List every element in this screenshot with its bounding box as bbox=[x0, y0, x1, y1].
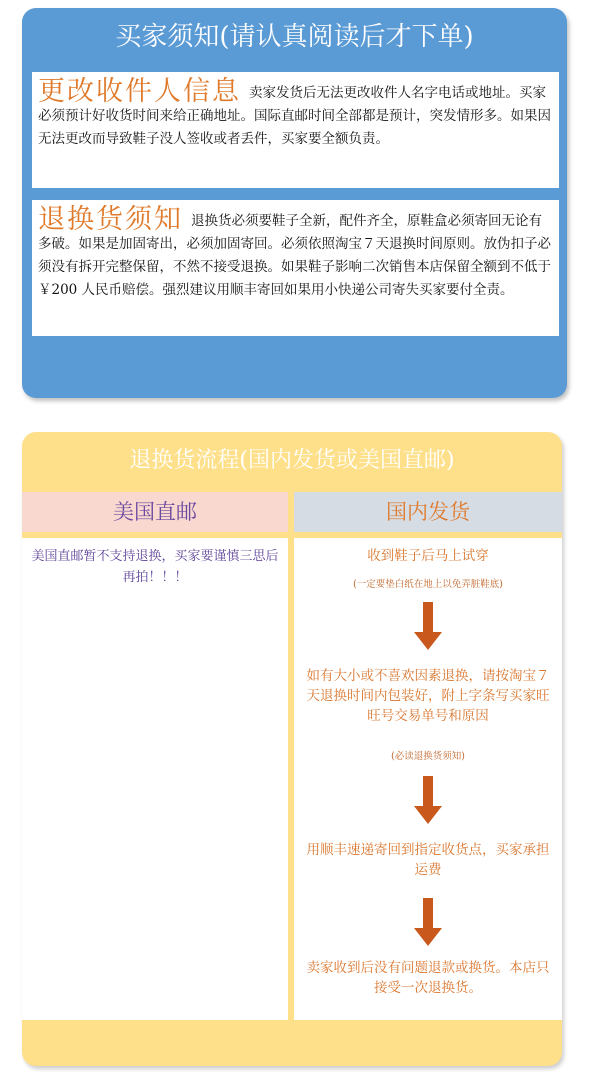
buyer-notice-card bbox=[22, 8, 567, 398]
us-direct-text: 美国直邮暂不支持退换，买家要谨慎三思后再拍！！！ bbox=[31, 549, 279, 585]
return-notice-heading: 退换货须知 bbox=[38, 204, 183, 235]
domestic-shipping-column bbox=[294, 538, 562, 1020]
change-recipient-panel bbox=[32, 72, 559, 188]
step-try-on: 收到鞋子后马上试穿 bbox=[367, 548, 489, 564]
step-ship-sf-express: 用顺丰速递寄回到指定收货点，买家承担运费 bbox=[306, 842, 550, 878]
return-process-card bbox=[22, 432, 562, 1066]
down-arrow-icon bbox=[412, 898, 444, 948]
domestic-shipping-header: 国内发货 bbox=[294, 492, 562, 532]
return-notice-paragraph bbox=[32, 200, 559, 302]
down-arrow-icon bbox=[412, 602, 444, 652]
us-direct-header: 美国直邮 bbox=[22, 492, 288, 532]
change-recipient-paragraph bbox=[32, 72, 559, 151]
note-read-return-notice: (必读退换货须知) bbox=[391, 751, 465, 762]
return-notice-body: 退换货必须要鞋子全新，配件齐全，原鞋盒必须寄回无论有多破。如果是加固寄出，必须加固寄回。必须依照淘宝７天退换时间原则。放伪扣子必须没有拆开完整保留，不然不接受退换。如果鞋子影响二次销售本店保留全额到不低于￥200 人民币赔偿。强烈建议用顺丰寄回如果用小快递公司寄失买家要付全责。 bbox=[38, 213, 551, 298]
note-white-paper: (一定要垫白纸在地上以免弄脏鞋底) bbox=[353, 579, 503, 590]
down-arrow-icon bbox=[412, 776, 444, 826]
change-recipient-body: 卖家发货后无法更改收件人名字电话或地址。买家必须预计好收货时间来给正确地址。国际直邮时间全部都是预计，突发情形多。如果因无法更改而导致鞋子没人签收或者丢件，买家要全额负责。 bbox=[38, 85, 551, 147]
return-process-title: 退换货流程(国内发货或美国直邮) bbox=[129, 448, 455, 473]
us-direct-column bbox=[22, 538, 288, 1020]
step-package-return: 如有大小或不喜欢因素退换，请按淘宝７天退换时间内包装好，附上字条写买家旺旺号交易单号和原因 bbox=[306, 668, 550, 724]
buyer-notice-title: 买家须知(请认真阅读后才下单) bbox=[115, 22, 474, 52]
change-recipient-heading: 更改收件人信息 bbox=[38, 76, 241, 107]
step-refund-exchange: 卖家收到后没有问题退款或换货。本店只接受一次退换货。 bbox=[306, 960, 550, 996]
return-notice-panel bbox=[32, 200, 559, 336]
